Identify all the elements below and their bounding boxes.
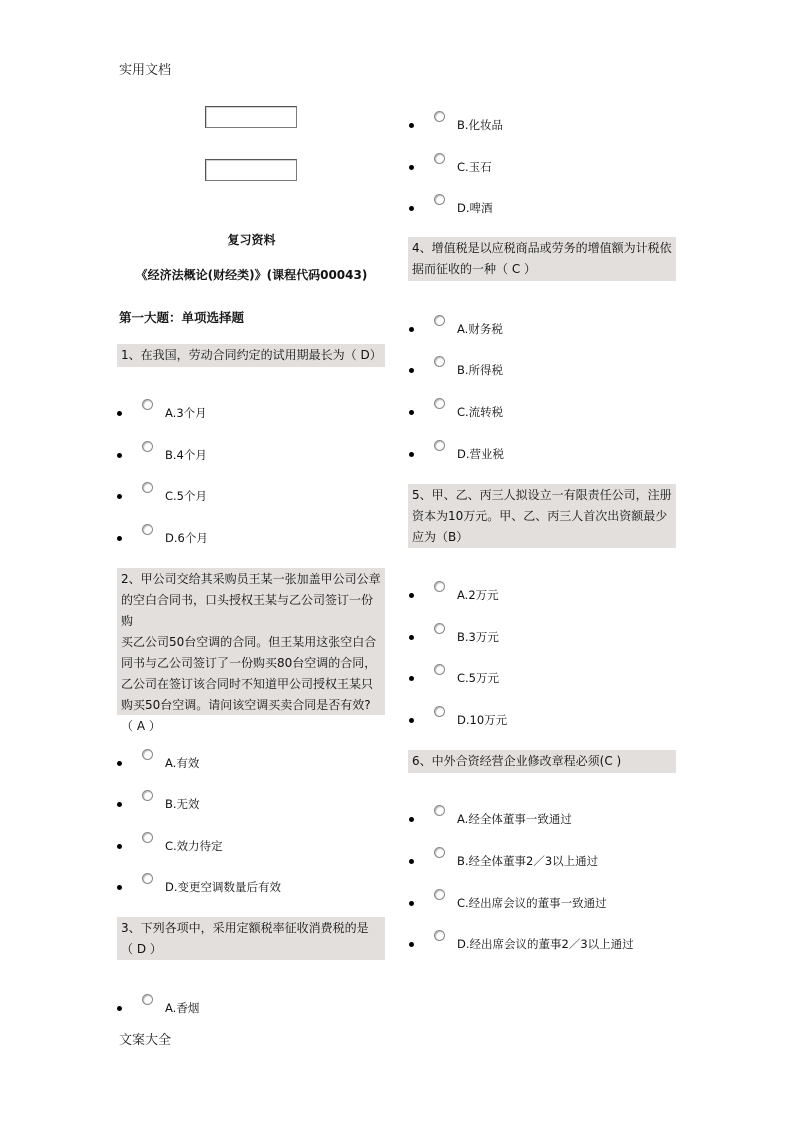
question-text-line: （ D ） xyxy=(121,942,162,956)
bullet-icon xyxy=(409,718,414,723)
radio-button-icon[interactable] xyxy=(434,194,445,205)
radio-button-icon[interactable] xyxy=(434,706,445,717)
section-title: 第一大题：单项选择题 xyxy=(119,310,245,325)
radio-button-icon[interactable] xyxy=(142,873,153,884)
option-label: C.流转税 xyxy=(457,405,504,419)
radio-button-icon[interactable] xyxy=(434,315,445,326)
option-label: B.4个月 xyxy=(165,448,207,462)
question-4 xyxy=(408,237,676,281)
page-footer: 文案大全 xyxy=(119,1033,172,1048)
bullet-icon xyxy=(117,844,122,849)
bullet-icon xyxy=(409,901,414,906)
bullet-icon xyxy=(117,411,122,416)
option-label: C.5万元 xyxy=(457,671,500,685)
radio-button-icon[interactable] xyxy=(142,790,153,801)
option-label: A.香烟 xyxy=(165,1001,200,1015)
bullet-icon xyxy=(409,410,414,415)
option-label: D.6个月 xyxy=(165,531,208,545)
question-text-line: 购买50台空调。请问该空调买卖合同是否有效? xyxy=(121,698,371,712)
radio-button-icon[interactable] xyxy=(142,994,153,1005)
question-text-line: 6、中外合资经营企业修改章程必须(C ) xyxy=(412,754,622,768)
option-label: C.玉石 xyxy=(457,160,492,174)
option-label: B.化妆品 xyxy=(457,118,504,132)
radio-button-icon[interactable] xyxy=(142,749,153,760)
bullet-icon xyxy=(409,817,414,822)
bullet-icon xyxy=(409,942,414,947)
bullet-icon xyxy=(117,761,122,766)
bullet-icon xyxy=(409,368,414,373)
bullet-icon xyxy=(409,859,414,864)
option-label: D.变更空调数量后有效 xyxy=(165,880,282,894)
radio-button-icon[interactable] xyxy=(142,482,153,493)
radio-button-icon[interactable] xyxy=(434,356,445,367)
option-label: C.经出席会议的董事一致通过 xyxy=(457,896,607,910)
option-label: B.所得税 xyxy=(457,363,504,377)
bullet-icon xyxy=(117,494,122,499)
option-label: D.10万元 xyxy=(457,713,508,727)
radio-button-icon[interactable] xyxy=(434,398,445,409)
option-label: B.无效 xyxy=(165,797,200,811)
radio-button-icon[interactable] xyxy=(142,524,153,535)
bullet-icon xyxy=(117,885,122,890)
option-label: B.经全体董事2／3以上通过 xyxy=(457,854,599,868)
bullet-icon xyxy=(409,676,414,681)
bullet-icon xyxy=(409,593,414,598)
option-label: A.经全体董事一致通过 xyxy=(457,812,572,826)
radio-button-icon[interactable] xyxy=(434,664,445,675)
question-text-line: 1、在我国，劳动合同约定的试用期最长为（ D） xyxy=(121,348,382,362)
bullet-icon xyxy=(117,453,122,458)
question-5 xyxy=(408,484,676,548)
option-label: C.效力待定 xyxy=(165,839,223,853)
bullet-icon xyxy=(409,123,414,128)
text-input-1[interactable] xyxy=(205,106,297,128)
radio-button-icon[interactable] xyxy=(434,930,445,941)
question-text-line: 的空白合同书，口头授权王某与乙公司签订一份购 xyxy=(121,593,374,628)
question-2 xyxy=(117,568,385,733)
option-label: A.2万元 xyxy=(457,588,499,602)
question-text-line: 2、甲公司交给其采购员王某一张加盖甲公司公章 xyxy=(121,572,381,586)
bullet-icon xyxy=(117,1006,122,1011)
bullet-icon xyxy=(409,635,414,640)
bullet-icon xyxy=(409,452,414,457)
question-text-line: 据而征收的一种（ C ） xyxy=(412,262,537,276)
question-text-line: 资本为10万元。甲、乙、丙三人首次出资额最少 xyxy=(412,509,668,523)
option-label: D.营业税 xyxy=(457,447,505,461)
question-text-line: 乙公司在签订该合同时不知道甲公司授权王某只 xyxy=(121,677,374,691)
document-title: 复习资料 xyxy=(227,233,276,247)
radio-button-icon[interactable] xyxy=(142,832,153,843)
question-1 xyxy=(117,344,385,367)
bullet-icon xyxy=(409,165,414,170)
bullet-icon xyxy=(117,802,122,807)
option-label: A.有效 xyxy=(165,756,200,770)
radio-button-icon[interactable] xyxy=(434,623,445,634)
option-label: D.经出席会议的董事2／3以上通过 xyxy=(457,937,634,951)
radio-button-icon[interactable] xyxy=(434,889,445,900)
bullet-icon xyxy=(409,327,414,332)
option-label: D.啤酒 xyxy=(457,201,493,215)
radio-button-icon[interactable] xyxy=(434,111,445,122)
option-label: C.5个月 xyxy=(165,489,208,503)
question-text-line: 买乙公司50台空调的合同。但王某用这张空白合 xyxy=(121,635,377,649)
question-text-line: （ A ） xyxy=(121,719,161,733)
radio-button-icon[interactable] xyxy=(142,441,153,452)
radio-button-icon[interactable] xyxy=(434,153,445,164)
radio-button-icon[interactable] xyxy=(434,847,445,858)
question-6 xyxy=(408,750,676,773)
radio-button-icon[interactable] xyxy=(434,440,445,451)
question-text-line: 3、下列各项中，采用定额税率征收消费税的是 xyxy=(121,921,369,935)
question-text-line: 4、增值税是以应税商品或劳务的增值额为计税依 xyxy=(412,241,672,255)
option-label: A.3个月 xyxy=(165,406,207,420)
radio-button-icon[interactable] xyxy=(434,805,445,816)
radio-button-icon[interactable] xyxy=(142,399,153,410)
question-text-line: 同书与乙公司签订了一份购买80台空调的合同， xyxy=(121,656,377,670)
radio-button-icon[interactable] xyxy=(434,581,445,592)
text-input-2[interactable] xyxy=(205,159,297,181)
bullet-icon xyxy=(117,536,122,541)
page-header: 实用文档 xyxy=(119,63,172,78)
course-title: 《经济法概论(财经类)》(课程代码00043) xyxy=(135,268,368,282)
question-3 xyxy=(117,917,385,960)
bullet-icon xyxy=(409,206,414,211)
option-label: B.3万元 xyxy=(457,630,499,644)
option-label: A.财务税 xyxy=(457,322,503,336)
question-text-line: 应为（B） xyxy=(412,530,469,544)
question-text-line: 5、甲、乙、丙三人拟设立一有限责任公司，注册 xyxy=(412,488,672,502)
